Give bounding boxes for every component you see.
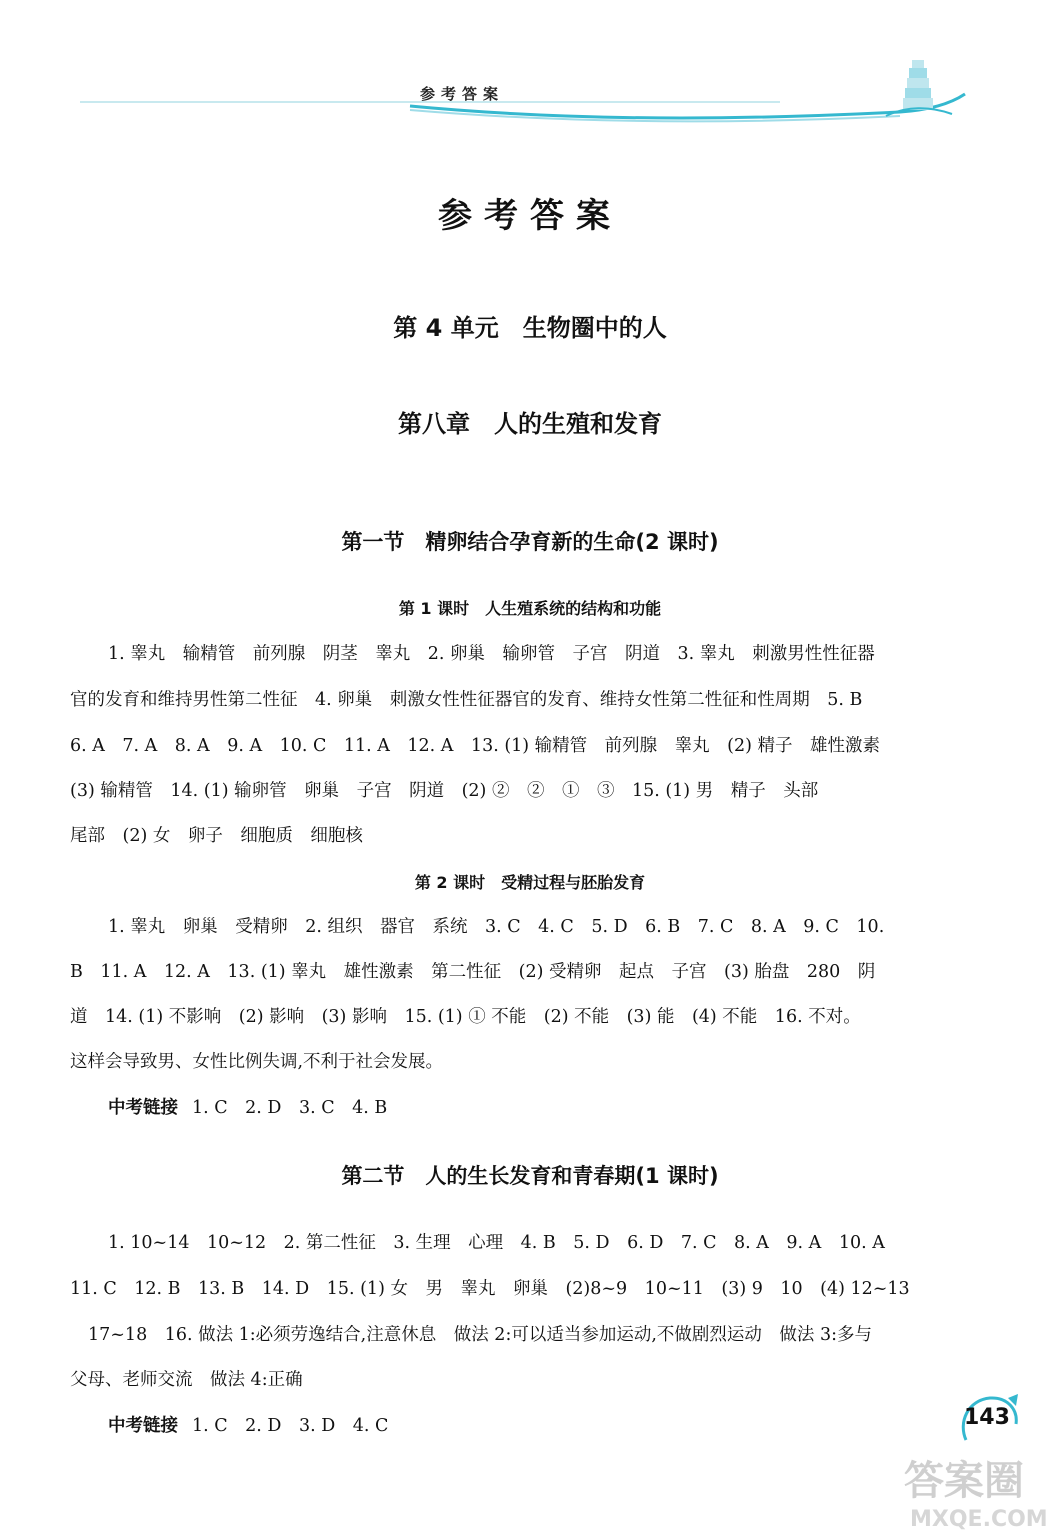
- answer-line: 尾部 (2) 女 卵子 细胞质 细胞核: [70, 826, 363, 846]
- unit-title: 第 4 单元 生物圈中的人: [393, 314, 667, 342]
- page-number: 143: [964, 1405, 1010, 1430]
- exam-link-label: 中考链接: [108, 1416, 178, 1436]
- watermark-top: 答案圈: [904, 1458, 1024, 1504]
- answer-line: 11. C 12. B 13. B 14. D 15. (1) 女 男 睾丸 卵巢 (2)8~9 10~11 (3) 9 10 (4) 12~13: [70, 1279, 910, 1299]
- chapter-title: 第八章 人的生殖和发育: [398, 410, 662, 438]
- answer-line: 这样会导致男、女性比例失调,不利于社会发展。: [70, 1052, 444, 1072]
- lesson-title: 第 2 课时 受精过程与胚胎发育: [414, 873, 646, 892]
- section-title: 第二节 人的生长发育和青春期(1 课时): [341, 1164, 719, 1188]
- header-decoration: [80, 92, 970, 128]
- answer-line: 1. 睾丸 输精管 前列腺 阴茎 睾丸 2. 卵巢 输卵管 子宫 阴道 3. 睾丸 刺激男性性征器: [108, 644, 875, 664]
- answer-line: (3) 输精管 14. (1) 输卵管 卵巢 子宫 阴道 (2) ② ② ① ③ 15. (1) 男 精子 头部: [70, 781, 819, 801]
- answer-line: 6. A 7. A 8. A 9. A 10. C 11. A 12. A 13. (1) 输精管 前列腺 睾丸 (2) 精子 雄性激素: [70, 736, 881, 756]
- answer-line: B 11. A 12. A 13. (1) 睾丸 雄性激素 第二性征 (2) 受精卵 起点 子宫 (3) 胎盘 280 阴: [70, 962, 876, 982]
- exam-link-label: 中考链接: [108, 1098, 178, 1118]
- page-title: 参考答案: [438, 196, 622, 236]
- lesson-title: 第 1 课时 人生殖系统的结构和功能: [398, 599, 662, 618]
- page-number-badge: [958, 1392, 1024, 1448]
- header-label: 参考答案: [420, 85, 505, 103]
- answer-line: 道 14. (1) 不影响 (2) 影响 (3) 影响 15. (1) ① 不能 (2) 不能 (3) 能 (4) 不能 16. 不对。: [70, 1007, 861, 1027]
- answer-line: 17~18 16. 做法 1:必须劳逸结合,注意休息 做法 2:可以适当参加运动,不做剧烈运动 做法 3:多与: [88, 1325, 872, 1345]
- exam-link-answers: 1. C 2. D 3. D 4. C: [192, 1416, 389, 1436]
- exam-link-answers: 1. C 2. D 3. C 4. B: [192, 1098, 388, 1118]
- answer-line: 官的发育和维持男性第二性征 4. 卵巢 刺激女性性征器官的发育、维持女性第二性征和性周期 5. B: [70, 690, 863, 710]
- answer-line: 父母、老师交流 做法 4:正确: [70, 1370, 303, 1390]
- answer-line: 1. 10~14 10~12 2. 第二性征 3. 生理 心理 4. B 5. D 6. D 7. C 8. A 9. A 10. A: [108, 1233, 885, 1253]
- watermark-logo: [900, 1448, 1050, 1532]
- exam-link: [108, 1412, 388, 1437]
- section-title: 第一节 精卵结合孕育新的生命(2 课时): [341, 530, 719, 554]
- answer-line: 1. 睾丸 卵巢 受精卵 2. 组织 器官 系统 3. C 4. C 5. D 6. B 7. C 8. A 9. C 10.: [108, 917, 885, 937]
- pagoda-icon: [882, 56, 954, 120]
- watermark-bottom: MXQE.COM: [910, 1507, 1048, 1532]
- exam-link: [108, 1094, 387, 1119]
